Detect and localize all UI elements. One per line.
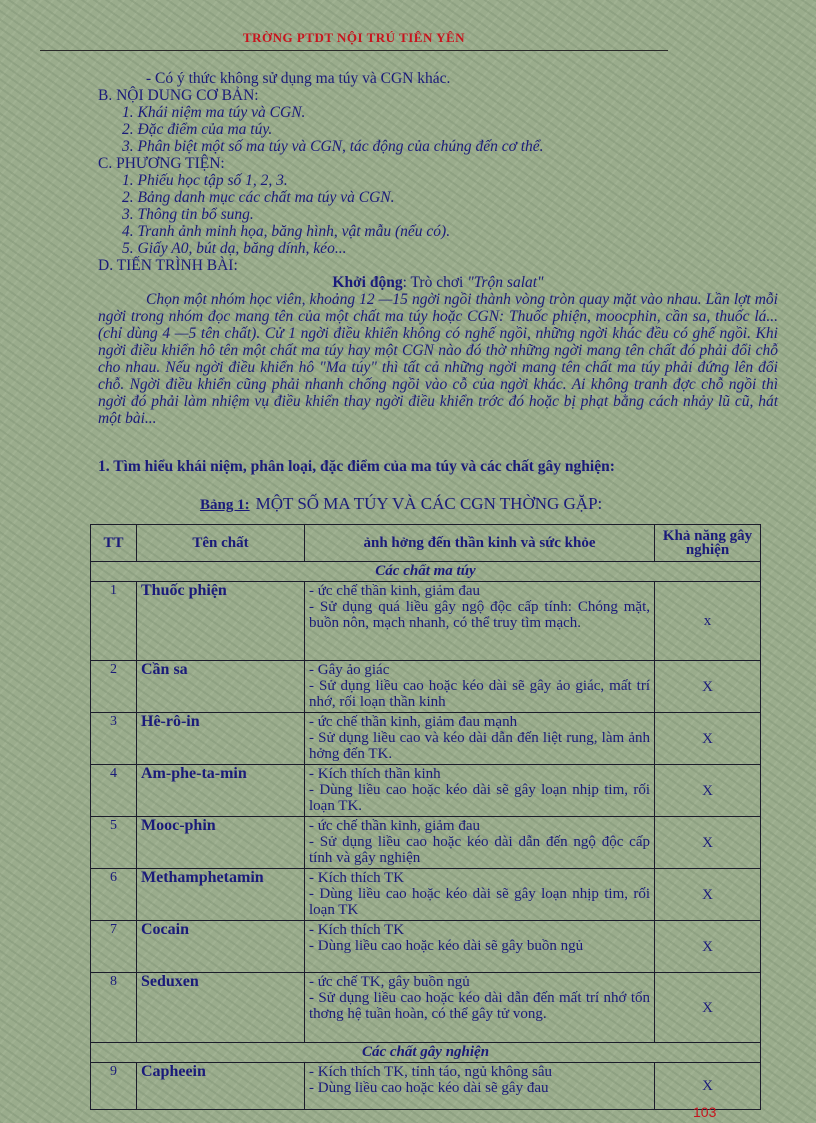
warmup-line (98, 274, 778, 291)
cell-name-text: Thuốc phiện (141, 583, 227, 599)
cell-name-text: Am-phe-ta-min (141, 766, 247, 782)
cell-addiction (655, 661, 761, 713)
table-title: MỘT SỐ MA TÚY VÀ CÁC CGN THỜNG GẶP: (255, 494, 603, 513)
table-row (91, 973, 761, 1043)
cell-tt (91, 713, 137, 765)
intro-section (98, 70, 778, 427)
cell-tt-text: 1 (110, 583, 117, 598)
cell-tt-text: 6 (110, 870, 117, 885)
cell-addiction-text: X (702, 834, 713, 851)
cell-addiction (655, 1063, 761, 1110)
cell-addiction-text: X (702, 730, 713, 747)
table-row (91, 582, 761, 661)
cell-name (137, 817, 305, 869)
cell-effect-text: - ức chế thần kinh, giảm đau mạnh - Sử dụng liều cao và kéo dài dẫn đến liệt rung, làm ảnh hởng đến TK. (309, 714, 650, 762)
section-b-item-3: 3. Phân biệt một số ma túy và CGN, tác động của chúng đến cơ thể. (122, 138, 544, 155)
cell-name-text: Seduxen (141, 974, 199, 990)
warmup-game: "Trộn salat" (467, 274, 544, 291)
cell-effect-text: - Kích thích thần kinh - Dùng liều cao hoặc kéo dài sẽ gây loạn nhịp tim, rối loạn TK. (309, 766, 650, 814)
cell-name-text: Mooc-phin (141, 818, 216, 834)
drug-table (90, 524, 761, 1110)
table-row (91, 869, 761, 921)
cell-effect-text: - ức chế thần kinh, giảm đau - Sử dụng quá liều gây ngộ độc cấp tính: Chóng mặt, buồn nôn, mạch nhanh, có thể truy tìm mạch. (309, 583, 650, 631)
table-row (91, 765, 761, 817)
header-rule (40, 50, 668, 51)
section-c-item-5: 5. Giấy A0, bút dạ, băng dính, kéo... (122, 240, 347, 257)
cell-tt (91, 765, 137, 817)
group-row-addictives-label: Các chất gây nghiện (91, 1043, 761, 1063)
table-row (91, 1063, 761, 1110)
cell-name (137, 582, 305, 661)
col-header-name: Tên chất (137, 525, 305, 562)
cell-effect (305, 713, 655, 765)
cell-tt-text: 2 (110, 662, 117, 677)
cell-addiction-text: x (703, 613, 712, 629)
cell-tt-text: 8 (110, 974, 117, 989)
cell-effect-text: - Gây ảo giác - Sử dụng liều cao hoặc kéo dài sẽ gây ảo giác, mất trí nhớ, rối loạn thần kinh (309, 662, 650, 710)
cell-tt-text: 5 (110, 818, 117, 833)
table-caption (200, 494, 602, 514)
cell-addiction-text: X (702, 938, 713, 955)
cell-effect (305, 921, 655, 973)
cell-effect (305, 765, 655, 817)
cell-effect-text: - Kích thích TK - Dùng liều cao hoặc kéo dài sẽ gây loạn nhịp tim, rối loạn TK (309, 870, 650, 918)
cell-addiction-text: X (702, 999, 713, 1016)
cell-tt (91, 582, 137, 661)
cell-tt-text: 4 (110, 766, 117, 781)
group-row-drugs-label: Các chất ma túy (91, 562, 761, 582)
cell-tt (91, 661, 137, 713)
cell-addiction-text: X (702, 678, 713, 695)
cell-name (137, 713, 305, 765)
cell-effect (305, 1063, 655, 1110)
section-1-heading: 1. Tìm hiểu khái niệm, phân loại, đặc điểm của ma túy và các chất gây nghiện: (98, 458, 615, 475)
section-d-heading: D. TIẾN TRÌNH BÀI: (98, 257, 238, 274)
cell-effect (305, 661, 655, 713)
school-header: TRỜNG PTDT NỘI TRÚ TIÊN YÊN (242, 30, 466, 45)
cell-effect (305, 582, 655, 661)
cell-addiction (655, 582, 761, 661)
cell-name (137, 661, 305, 713)
cell-name-text: Cần sa (141, 662, 188, 678)
section-b-item-2: 2. Đặc điểm của ma túy. (122, 121, 273, 138)
col-header-effect: ảnh hởng đến thần kinh và sức khỏe (305, 525, 655, 562)
cell-effect (305, 973, 655, 1043)
cell-tt (91, 921, 137, 973)
section-b-heading: B. NỘI DUNG CƠ BẢN: (98, 87, 259, 104)
section-c-heading: C. PHƯƠNG TIỆN: (98, 155, 225, 172)
cell-effect-text: - Kích thích TK - Dùng liều cao hoặc kéo dài sẽ gây buồn ngủ (309, 922, 584, 954)
group-row-addictives (91, 1043, 761, 1063)
table-body (91, 562, 761, 1110)
table-header-row (91, 525, 761, 562)
table-row (91, 713, 761, 765)
cell-name-text: Hê-rô-in (141, 714, 200, 730)
cell-tt-text: 7 (110, 922, 117, 937)
cell-name (137, 765, 305, 817)
section-c-item-1: 1. Phiếu học tập số 1, 2, 3. (122, 172, 288, 189)
col-header-addiction: Khả năng gây nghiện (655, 525, 761, 562)
cell-name (137, 973, 305, 1043)
cell-effect-text: - Kích thích TK, tỉnh táo, ngủ không sâu - Dùng liều cao hoặc kéo dài sẽ gây đau (309, 1064, 553, 1096)
cell-effect (305, 869, 655, 921)
table-label: Bảng 1: (200, 497, 250, 513)
cell-tt (91, 817, 137, 869)
section-c-item-3: 3. Thông tin bổ sung. (122, 206, 254, 223)
cell-tt-text: 9 (110, 1064, 117, 1079)
game-instructions: Chọn một nhóm học viên, khoảng 12 —15 ngời ngồi thành vòng tròn quay mặt vào nhau. Lần lợt mỗi ngời trong nhóm đọc mang tên của một chất ma túy hoặc CGN: Thuốc phiện, moocphin, cần sa, thuốc lá... (chỉ dùng 4 —5 tên chất). Cử 1 ngời điều khiển không có nghế ngồi, những ngời khác đều có ghế ngồi. Khi ngời điều khiển hô tên một chất ma túy hay một CGN nào đó thờ những ngời mang tên chất đó phải đổi chỗ cho nhau. Nếu ngời điều khiển hô "Ma túy" thì tất cả những ngời mang tên chất ma túy phải đứng lên đổi chỗ. Ngời điều khiển cũng phải nhanh chống ngồi vào cỗ của ngời khác. Ai không tranh đợc chỗ ngồi thì ngời đó phải làm nhiệm vụ điều khiển thay ngời điều khiển trớc đó hoặc bị phạt bằng cách nhảy lũ cũ, hát một bài... (98, 291, 778, 427)
cell-tt-text: 3 (110, 714, 117, 729)
col-header-tt: TT (91, 525, 137, 562)
cell-tt (91, 869, 137, 921)
cell-addiction-text: X (702, 782, 713, 799)
cell-effect-text: - ức chế TK, gây buồn ngủ - Sử dụng liều cao hoặc kéo dài dẫn đến mất trí nhớ tổn thơng hệ tuần hoàn, có thể gây tử vong. (309, 974, 650, 1022)
cell-name-text: Capheein (141, 1064, 206, 1080)
cell-effect-text: - ức chế thần kinh, giảm đau - Sử dụng liều cao hoặc kéo dài dẫn đến ngộ độc cấp tính và gây nghiện (309, 818, 650, 866)
cell-tt (91, 1063, 137, 1110)
cell-addiction-text: X (702, 1078, 713, 1094)
section-b-item-1: 1. Khái niệm ma túy và CGN. (122, 104, 306, 121)
cell-addiction (655, 765, 761, 817)
cell-name-text: Methamphetamin (141, 870, 264, 886)
table-row (91, 661, 761, 713)
cell-addiction (655, 973, 761, 1043)
section-c-item-2: 2. Bảng danh mục các chất ma túy và CGN. (122, 189, 395, 206)
group-row-drugs (91, 562, 761, 582)
warmup-text: : Trò chơi (402, 274, 468, 291)
warmup-label: Khởi động (332, 274, 403, 291)
cell-name (137, 921, 305, 973)
cell-tt (91, 973, 137, 1043)
cell-name-text: Cocain (141, 922, 189, 938)
cell-name (137, 1063, 305, 1110)
table-row (91, 921, 761, 973)
cell-addiction (655, 921, 761, 973)
cell-addiction (655, 817, 761, 869)
cell-addiction (655, 713, 761, 765)
cell-addiction-text: X (702, 886, 713, 903)
cell-effect (305, 817, 655, 869)
objective-line: - Có ý thức không sử dụng ma túy và CGN khác. (146, 70, 451, 87)
table-row (91, 817, 761, 869)
cell-name (137, 869, 305, 921)
page-number: 103 (693, 1104, 717, 1120)
section-c-item-4: 4. Tranh ảnh minh họa, băng hình, vật mẫu (nếu có). (122, 223, 451, 240)
cell-addiction (655, 869, 761, 921)
